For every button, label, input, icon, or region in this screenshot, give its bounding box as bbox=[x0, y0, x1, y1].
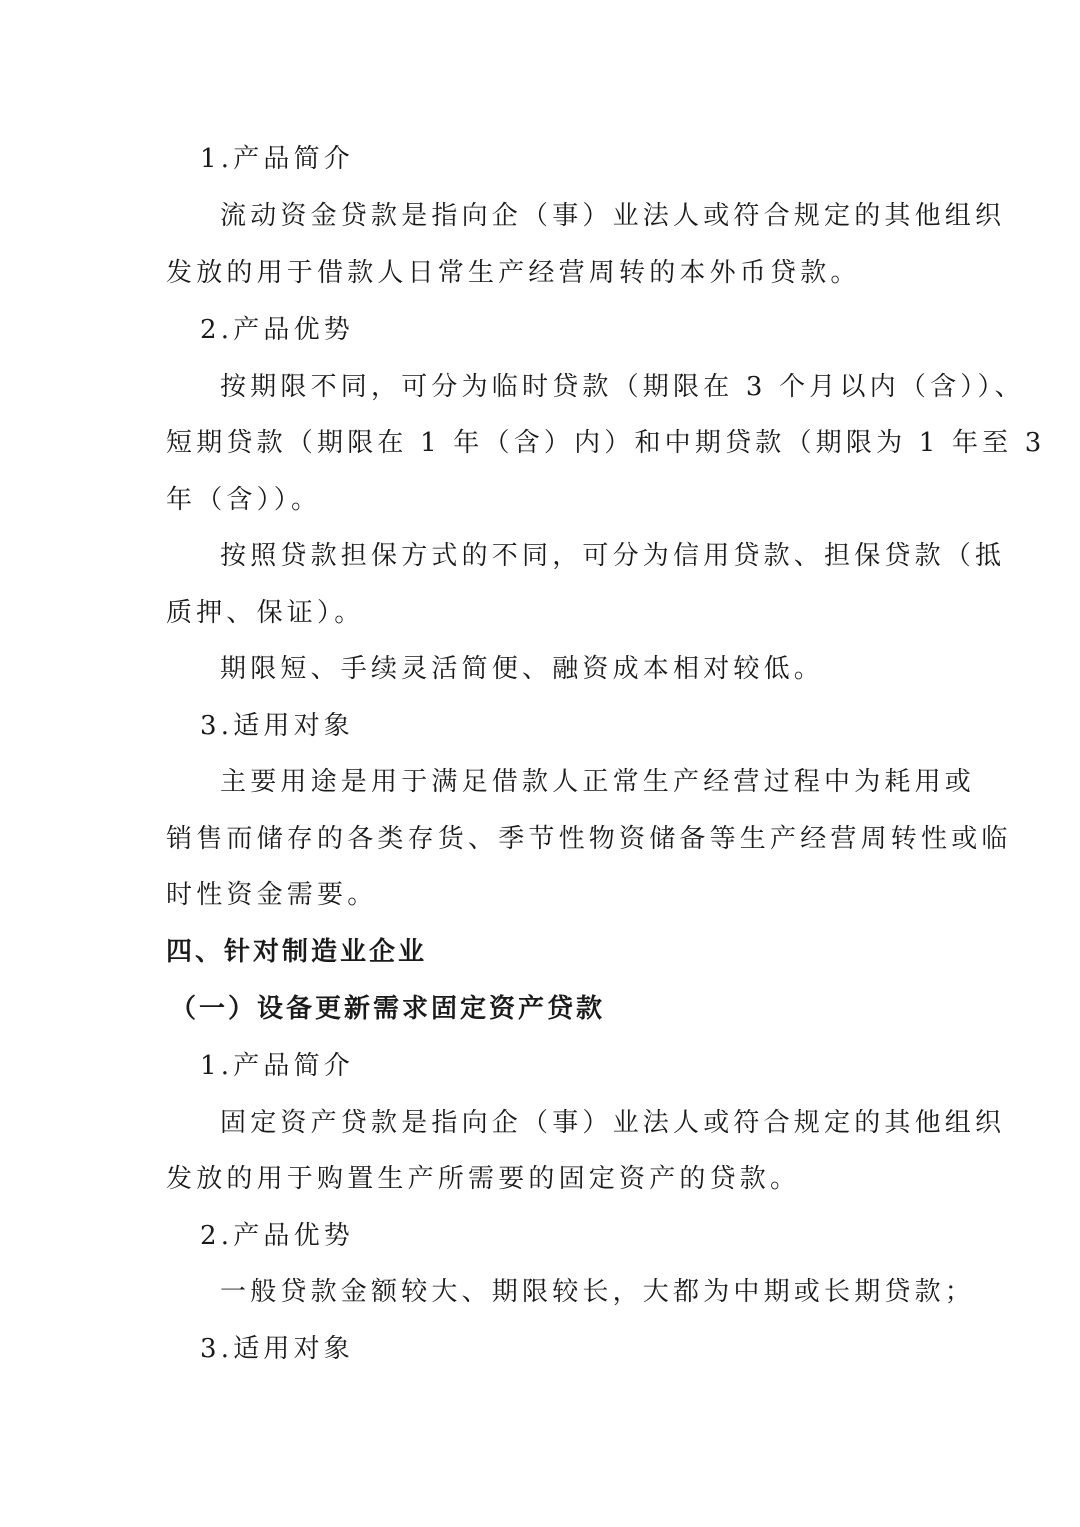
item-heading-applicable-objects: 3.适用对象 bbox=[200, 711, 355, 741]
paragraph-line: 销售而储存的各类存货、季节性物资储备等生产经营周转性或临 bbox=[166, 824, 1012, 854]
paragraph-line: 发放的用于借款人日常生产经营周转的本外币贷款。 bbox=[166, 258, 861, 288]
paragraph-line: 短期贷款（期限在 1 年（含）内）和中期贷款（期限为 1 年至 3 bbox=[166, 428, 1046, 458]
paragraph-line: 一般贷款金额较大、期限较长，大都为中期或长期贷款； bbox=[220, 1277, 976, 1307]
subsection-heading: （一）设备更新需求固定资产贷款 bbox=[170, 994, 606, 1024]
paragraph-line: 固定资产贷款是指向企（事）业法人或符合规定的其他组织 bbox=[220, 1108, 1006, 1138]
paragraph-line: 期限短、手续灵活简便、融资成本相对较低。 bbox=[220, 654, 825, 684]
paragraph-line: 时性资金需要。 bbox=[166, 880, 378, 910]
item-heading-applicable-objects: 3.适用对象 bbox=[200, 1334, 355, 1364]
section-heading: 四、针对制造业企业 bbox=[166, 937, 428, 967]
paragraph-line: 按期限不同，可分为临时贷款（期限在 3 个月以内（含））、 bbox=[220, 372, 1025, 402]
paragraph-line: 按照贷款担保方式的不同，可分为信用贷款、担保贷款（抵 bbox=[220, 541, 1006, 571]
item-heading-product-advantage: 2.产品优势 bbox=[200, 1221, 355, 1251]
item-heading-product-intro: 1.产品简介 bbox=[200, 1051, 355, 1081]
item-heading-product-advantage: 2.产品优势 bbox=[200, 315, 355, 345]
paragraph-line: 质押、保证）。 bbox=[166, 598, 365, 628]
paragraph-line: 年（含））。 bbox=[166, 485, 322, 515]
item-heading-product-intro: 1.产品简介 bbox=[200, 144, 355, 174]
paragraph-line: 主要用途是用于满足借款人正常生产经营过程中为耗用或 bbox=[220, 767, 976, 797]
paragraph-line: 发放的用于购置生产所需要的固定资产的贷款。 bbox=[166, 1164, 801, 1194]
paragraph-line: 流动资金贷款是指向企（事）业法人或符合规定的其他组织 bbox=[220, 201, 1006, 231]
